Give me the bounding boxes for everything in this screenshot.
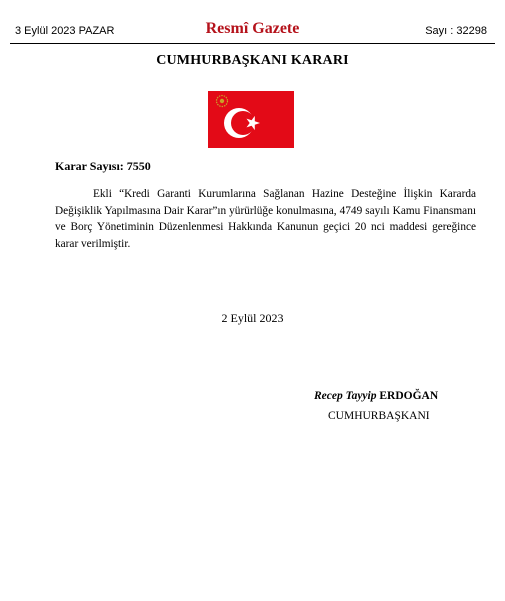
issue-number: Sayı : 32298 [425,25,487,37]
decision-text: Ekli “Kredi Garanti Kurumlarına Sağlanan Hazine Desteğine İlişkin Kararda Değişiklik Yapılmasına Dair Karar”ın yürürlüğe konulmasına, 4749 sayılı Kamu Finansmanı ve Borç Yönetiminin Düzenlenmesi Hakkında Kanunun geçici 20 nci maddesi gereğince karar verilmiştir. [55,188,476,250]
decision-number: Karar Sayısı: 7550 [55,159,151,173]
gazette-name: Resmî Gazete [205,20,300,37]
signatory-name [314,390,438,402]
signatory-title: CUMHURBAŞKANI [328,410,430,422]
signatory-given-name: Recep Tayyip [314,390,377,402]
decision-date: 2 Eylül 2023 [221,311,284,325]
page-title: CUMHURBAŞKANI KARARI [156,53,349,68]
gazette-header [0,0,505,44]
header-divider [10,43,495,44]
turkish-flag-icon [208,91,294,148]
signatory-surname: ERDOĞAN [379,390,439,402]
header-date: 3 Eylül 2023 PAZAR [15,25,115,37]
